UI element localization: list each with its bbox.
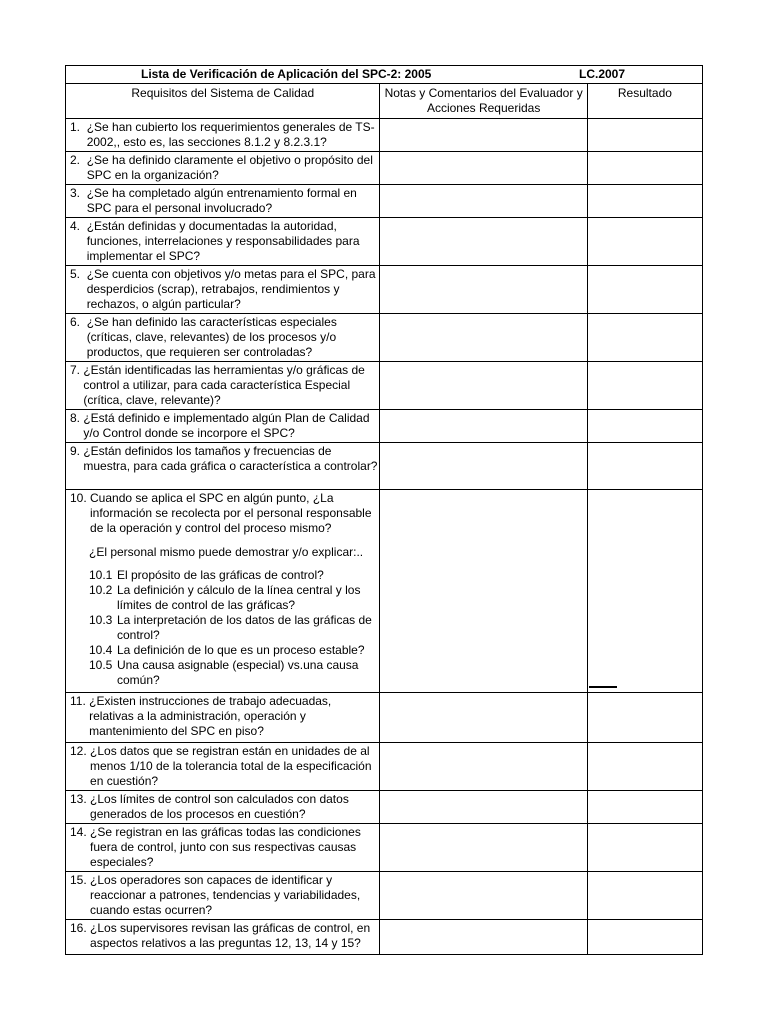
notes-cell[interactable] [380,119,587,152]
question-cell [66,314,380,362]
question-text: ¿Se ha completado algún entrenamiento formal en SPC para el personal involucrado? [86,186,357,215]
sub-item-text: La interpretación de los datos de las gráficas de control? [117,613,372,642]
question-row [66,920,703,955]
question-row [66,490,703,693]
question-number: 11. [70,694,90,708]
question-row [66,119,703,152]
q10-sub-item [66,643,379,658]
question-cell [66,185,380,218]
question-text: ¿Los límites de control son calculados con datos generados de los procesos en cuestión? [90,792,349,821]
question-cell [66,266,380,314]
notes-cell[interactable] [380,791,587,824]
question-text: ¿Se cuenta con objetivos y/o metas para el SPC, para desperdicios (scrap), retrabajos, rendimientos y rechazos, o algún particular? [86,267,376,311]
question-cell [66,920,380,955]
question-number: 9. [70,444,84,458]
question-row [66,362,703,410]
q10-intro: ¿El personal mismo puede demostrar y/o explicar:.. [89,545,364,559]
header-requisitos: Requisitos del Sistema de Calidad [66,84,380,119]
result-cell[interactable] [587,791,702,824]
question-text: ¿Se han cubierto los requerimientos generales de TS- 2002,, esto es, las secciones 8.1.2 y 8.2.3.1? [86,120,375,149]
question-cell [66,743,380,791]
result-cell[interactable] [587,266,702,314]
question-text: ¿Los datos que se registran están en unidades de al menos 1/10 de la tolerancia total de la especificación en cuestión? [90,744,372,788]
notes-cell[interactable] [380,314,587,362]
question-number: 5. [70,267,87,281]
q10-sub-item [66,658,379,688]
question-number: 7. [70,363,84,377]
result-cell[interactable] [587,218,702,266]
result-cell[interactable] [587,314,702,362]
question-number: 4. [70,219,87,233]
question-cell [66,218,380,266]
notes-cell[interactable] [380,218,587,266]
sub-item-number: 10.4 [89,643,113,657]
question-text: ¿Se registran en las gráficas todas las condiciones fuera de control, junto con sus respectivas causas especiales? [90,825,361,869]
question-text: ¿Están definidos los tamaños y frecuencias de muestra, para cada gráfica o característica a controlar? [83,444,378,473]
result-cell[interactable] [587,443,702,490]
question-text: ¿Se han definido las características especiales (críticas, clave, relevantes) de los procesos y/o productos, que requieren ser controladas? [86,315,337,359]
title-row [66,66,703,84]
question-cell [66,362,380,410]
result-cell[interactable] [587,490,702,693]
question-cell [66,490,380,693]
q10-sub-item [66,613,379,643]
question-row [66,410,703,443]
question-number: 6. [70,315,87,329]
notes-cell[interactable] [380,266,587,314]
question-cell [66,872,380,920]
sub-item-text: Una causa asignable (especial) vs.una causa común? [117,658,359,687]
q10-sub-item [66,583,379,613]
question-row [66,791,703,824]
header-row [66,84,703,119]
document-code: LC.2007 [579,67,626,81]
question-cell [66,119,380,152]
question-row [66,314,703,362]
notes-cell[interactable] [380,185,587,218]
question-number: 2. [70,153,87,167]
checklist-table [65,65,703,955]
question-row [66,152,703,185]
question-number: 16. [70,921,91,935]
question-row [66,872,703,920]
notes-cell[interactable] [380,490,587,693]
question-number: 12. [70,744,91,758]
notes-cell[interactable] [380,824,587,872]
sub-item-number: 10.1 [89,568,113,582]
result-cell[interactable] [587,743,702,791]
sub-item-text: El propósito de las gráficas de control? [117,568,324,582]
notes-cell[interactable] [380,693,587,743]
question-row [66,693,703,743]
notes-cell[interactable] [380,920,587,955]
result-cell[interactable] [587,119,702,152]
header-resultado: Resultado [587,84,702,119]
notes-cell[interactable] [380,743,587,791]
title-cell [66,66,703,84]
result-cell[interactable] [587,920,702,955]
result-cell[interactable] [587,872,702,920]
question-number: 8. [70,411,84,425]
sub-item-number: 10.5 [89,658,113,672]
question-number: 14. [70,825,91,839]
notes-cell[interactable] [380,362,587,410]
question-cell [66,443,380,490]
question-row [66,743,703,791]
result-cell[interactable] [587,362,702,410]
question-row [66,266,703,314]
question-text: ¿Los operadores son capaces de identificar y reaccionar a patrones, tendencias y variabilidades, cuando estas ocurren? [90,873,361,917]
notes-cell[interactable] [380,152,587,185]
result-cell[interactable] [587,693,702,743]
question-number: 15. [70,873,91,887]
document-title: Lista de Verificación de Aplicación del SPC-2: 2005 [141,67,432,81]
checklist-sheet [65,65,703,955]
question-number: 13. [70,792,91,806]
header-notas: Notas y Comentarios del Evaluador y Acciones Requeridas [380,84,587,119]
sub-item-text: La definición y cálculo de la línea central y los límites de control de las gráficas? [117,583,361,612]
question-text: ¿Están identificadas las herramientas y/o gráficas de control a utilizar, para cada característica Especial (crítica, clave, relevante)? [83,363,365,407]
question-number: 3. [70,186,87,200]
question-cell [66,693,380,743]
question-text: ¿Se ha definido claramente el objetivo o propósito del SPC en la organización? [86,153,373,182]
result-cell[interactable] [587,152,702,185]
result-cell[interactable] [587,824,702,872]
result-cell[interactable] [587,410,702,443]
question-text: ¿Existen instrucciones de trabajo adecuadas, relativas a la administración, operación y mantenimiento del SPC en piso? [89,694,332,738]
q10-sub-item [66,568,379,583]
notes-cell[interactable] [380,410,587,443]
question-text: Cuando se aplica el SPC en algún punto, ¿La información se recolecta por el personal responsable de la operación y control del proceso mismo? [90,491,372,535]
question-row [66,443,703,490]
sub-item-number: 10.2 [89,583,113,597]
question-cell [66,791,380,824]
question-cell [66,824,380,872]
question-number: 1. [70,120,87,134]
question-cell [66,410,380,443]
underline-mark [589,686,617,688]
question-text: ¿Está definido e implementado algún Plan de Calidad y/o Control donde se incorpore el SPC? [83,411,370,440]
question-number: 10. [70,491,91,505]
notes-cell[interactable] [380,443,587,490]
sub-item-number: 10.3 [89,613,113,627]
question-row [66,824,703,872]
question-text: ¿Están definidas y documentadas la autoridad, funciones, interrelaciones y responsabilidades para implementar el SPC? [86,219,360,263]
questions-body [66,119,703,955]
question-row [66,218,703,266]
result-cell[interactable] [587,185,702,218]
notes-cell[interactable] [380,872,587,920]
question-text: ¿Los supervisores revisan las gráficas de control, en aspectos relativos a las preguntas 12, 13, 14 y 15? [90,921,371,950]
question-row [66,185,703,218]
sub-item-text: La definición de lo que es un proceso estable? [117,643,365,657]
question-cell [66,152,380,185]
